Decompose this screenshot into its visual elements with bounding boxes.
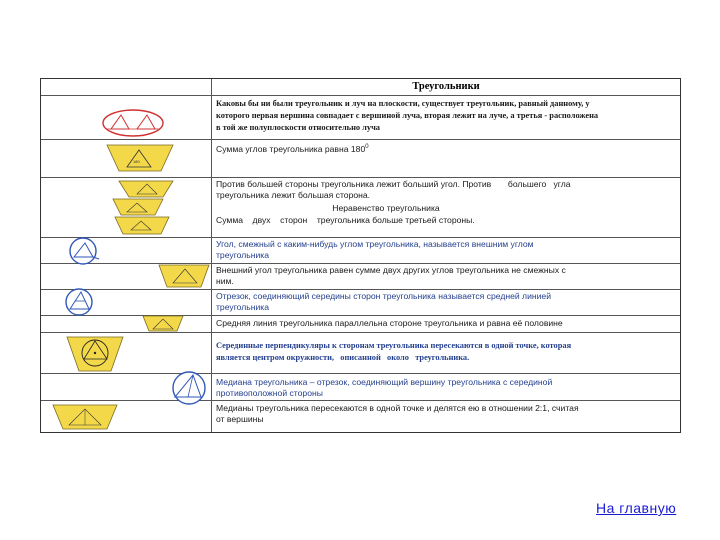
theorem-text: Медианы треугольника пересекаются в одной точке и делятся ею в отношении 2:1, считая	[216, 403, 579, 413]
theorem-text: Угол, смежный с каким-нибудь углом треугольника, называется внешним углом	[216, 239, 534, 249]
theorem-text	[216, 142, 676, 155]
illustrations-column	[41, 79, 211, 434]
theorem-text: противоположной стороны	[216, 388, 323, 398]
theorem-text: треугольника	[216, 302, 269, 312]
column-divider	[211, 79, 212, 432]
theorem-text: в той же полуплоскости относительно луча	[216, 123, 380, 132]
theorem-text: Серединные перпендикуляры к сторонам треугольника пересекаются в одной точке, которая	[216, 341, 572, 350]
sides-and-angles-trapezoid-icon	[119, 181, 173, 197]
side-sum-trapezoid-icon	[115, 217, 169, 234]
triangle-inequality-trapezoid-icon	[113, 199, 163, 215]
theorem-text: Отрезок, соединяющий середины сторон треугольника называется средней линией	[216, 291, 551, 301]
circumcircle-trapezoid-icon	[67, 337, 123, 371]
theorem-text: Внешний угол треугольника равен сумме двух других углов треугольника не смежных с	[216, 265, 566, 275]
angle-sum-trapezoid-icon	[107, 145, 173, 171]
theorem-text: ним.	[216, 276, 234, 286]
theorems-table	[40, 78, 681, 433]
congruent-triangles-icon	[103, 110, 163, 136]
theorem-text: которого первая вершина совпадает с вершиной луча, вторая лежит на луче, а третья - расположена	[216, 111, 599, 120]
exterior-angle-trapezoid-icon	[159, 265, 209, 287]
theorem-text: треугольника лежит большая сторона.	[216, 190, 371, 200]
theorem-text: Сумма двух сторон треугольника больше третьей стороны.	[216, 215, 475, 225]
theorem-text: Против большей стороны треугольника лежит больший угол. Против большего угла	[216, 179, 571, 189]
theorem-text: треугольника	[216, 250, 269, 260]
theorem-text: от вершины	[216, 414, 264, 424]
theorem-text: Средняя линия треугольника параллельна стороне треугольника и равна её половине	[216, 318, 563, 328]
theorem-text: является центром окружности, описанной около треугольника.	[216, 353, 470, 362]
theorem-text: Медиана треугольника – отрезок, соединяющий вершину треугольника с серединой	[216, 377, 553, 387]
midline-trapezoid-icon	[143, 316, 183, 331]
median-circle-icon	[173, 372, 205, 404]
theorem-text: Каковы бы ни были треугольник и луч на плоскости, существует треугольник, равный данному, у	[216, 99, 590, 108]
degree-superscript: 0	[365, 144, 369, 150]
exterior-angle-circle-icon	[70, 238, 99, 264]
medians-trapezoid-icon	[53, 405, 117, 429]
home-link[interactable]: На главную	[596, 500, 677, 516]
theorem-heading: Неравенство треугольника	[332, 203, 440, 213]
angle-sum-text: Сумма углов треугольника равна 180	[216, 143, 366, 154]
midline-circle-icon	[66, 289, 92, 315]
table-title: Треугольники	[412, 81, 480, 92]
svg-text:180: 180	[133, 159, 140, 164]
